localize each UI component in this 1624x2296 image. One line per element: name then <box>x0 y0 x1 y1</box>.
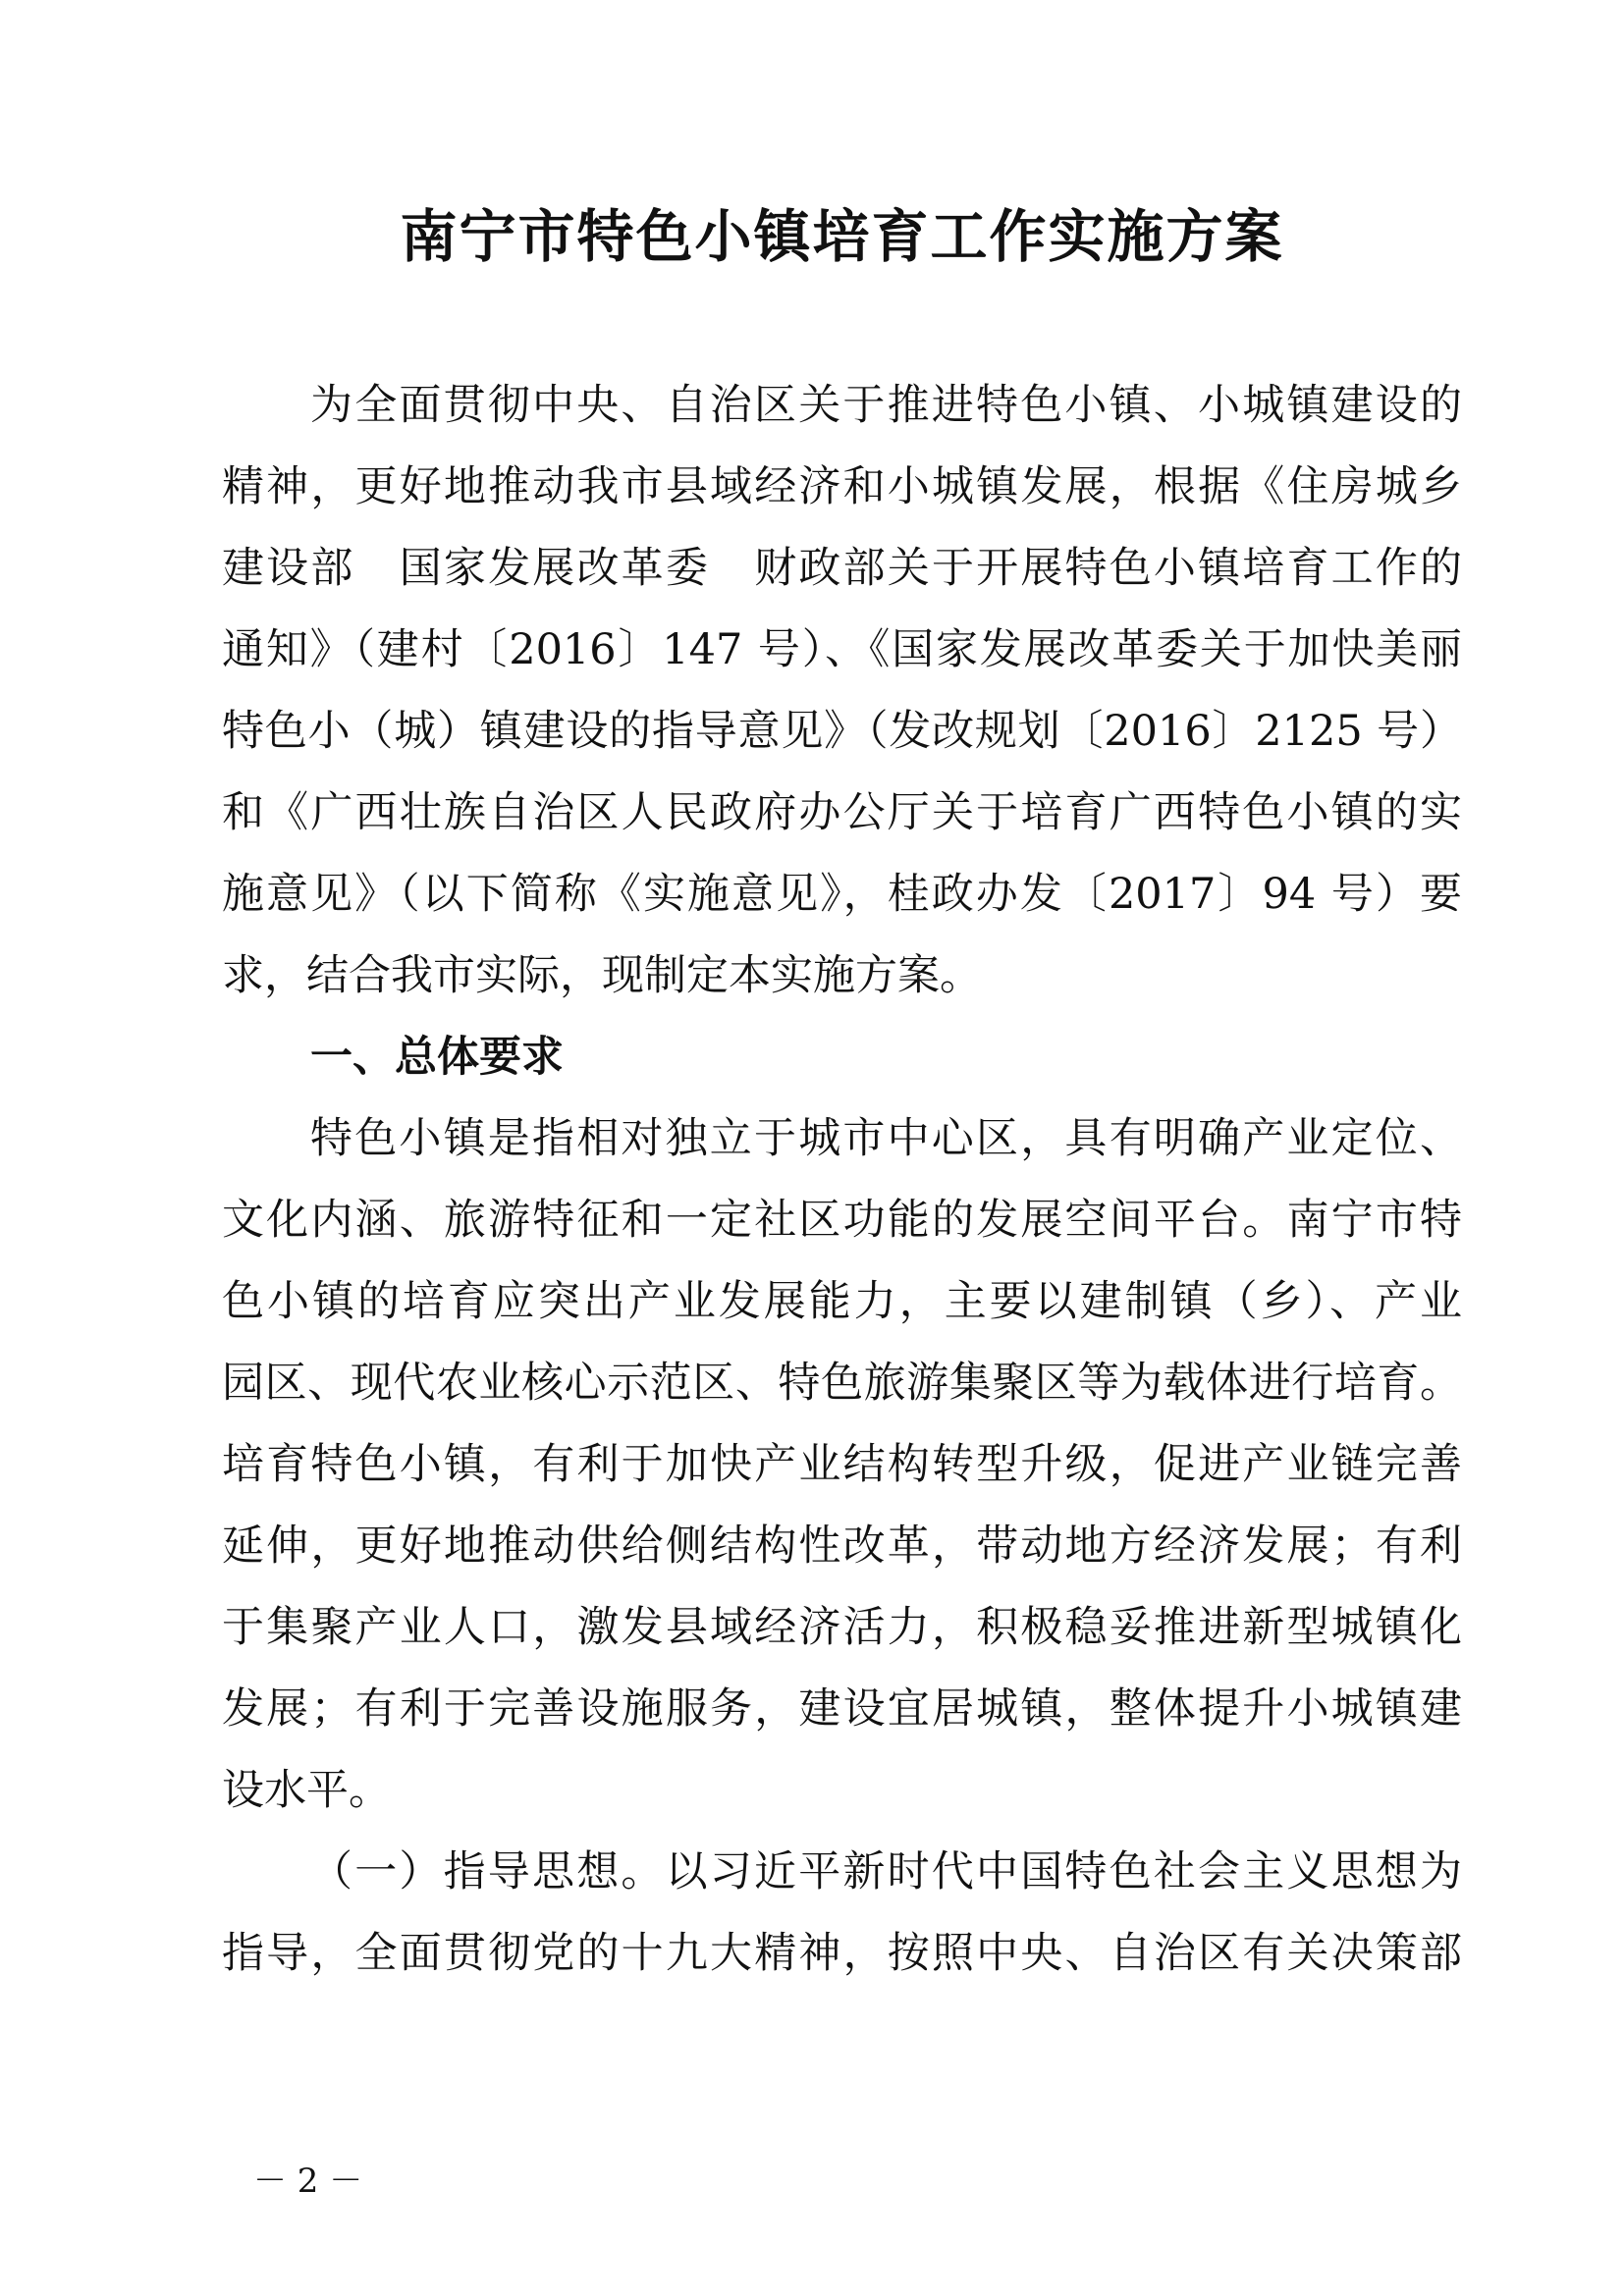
paragraph-line: （一）指导思想。以习近平新时代中国特色社会主义思想为 <box>310 1847 1462 1896</box>
paragraph-guiding-thought <box>222 1832 1462 1995</box>
paragraph-line: 求，结合我市实际，现制定本实施方案。 <box>222 951 982 1000</box>
paragraph-line: 设水平。 <box>222 1766 391 1815</box>
paragraph-line: 发展；有利于完善设施服务，建设宜居城镇，整体提升小城镇建 <box>222 1684 1462 1734</box>
section-heading <box>222 1017 1462 1098</box>
paragraph-line: 培育特色小镇，有利于加快产业结构转型升级，促进产业链完善 <box>222 1440 1462 1489</box>
page-number: － 2 － <box>253 2162 363 2201</box>
document-body <box>222 365 1462 1995</box>
document-title: 南宁市特色小镇培育工作实施方案 <box>400 203 1284 270</box>
paragraph-line: 施意见》（以下简称《实施意见》，桂政办发〔2017〕94 号）要 <box>222 870 1462 919</box>
paragraph-line: 于集聚产业人口，激发县域经济活力，积极稳妥推进新型城镇化 <box>222 1603 1462 1652</box>
paragraph-line: 特色小镇是指相对独立于城市中心区，具有明确产业定位、 <box>310 1114 1462 1163</box>
paragraph-line: 指导，全面贯彻党的十九大精神，按照中央、自治区有关决策部 <box>222 1929 1462 1978</box>
paragraph-intro <box>222 365 1462 1017</box>
paragraph-line: 色小镇的培育应突出产业发展能力，主要以建制镇（乡）、产业 <box>222 1277 1462 1326</box>
paragraph-line: 延伸，更好地推动供给侧结构性改革，带动地方经济发展；有利 <box>222 1522 1462 1571</box>
paragraph-line: 园区、现代农业核心示范区、特色旅游集聚区等为载体进行培育。 <box>222 1359 1462 1408</box>
paragraph-line: 和《广西壮族自治区人民政府办公厅关于培育广西特色小镇的实 <box>222 788 1462 837</box>
paragraph-line: 特色小（城）镇建设的指导意见》（发改规划〔2016〕2125 号） <box>222 707 1462 756</box>
paragraph-overview <box>222 1098 1462 1832</box>
paragraph-line: 文化内涵、旅游特征和一定社区功能的发展空间平台。南宁市特 <box>222 1196 1462 1245</box>
section-heading-text: 一、总体要求 <box>310 1033 564 1082</box>
paragraph-line: 建设部 国家发展改革委 财政部关于开展特色小镇培育工作的 <box>222 544 1462 593</box>
paragraph-line: 通知》（建村〔2016〕147 号）、《国家发展改革委关于加快美丽 <box>222 625 1462 674</box>
paragraph-line: 精神，更好地推动我市县域经济和小城镇发展，根据《住房城乡 <box>222 462 1462 511</box>
paragraph-line: 为全面贯彻中央、自治区关于推进特色小镇、小城镇建设的 <box>310 381 1462 430</box>
